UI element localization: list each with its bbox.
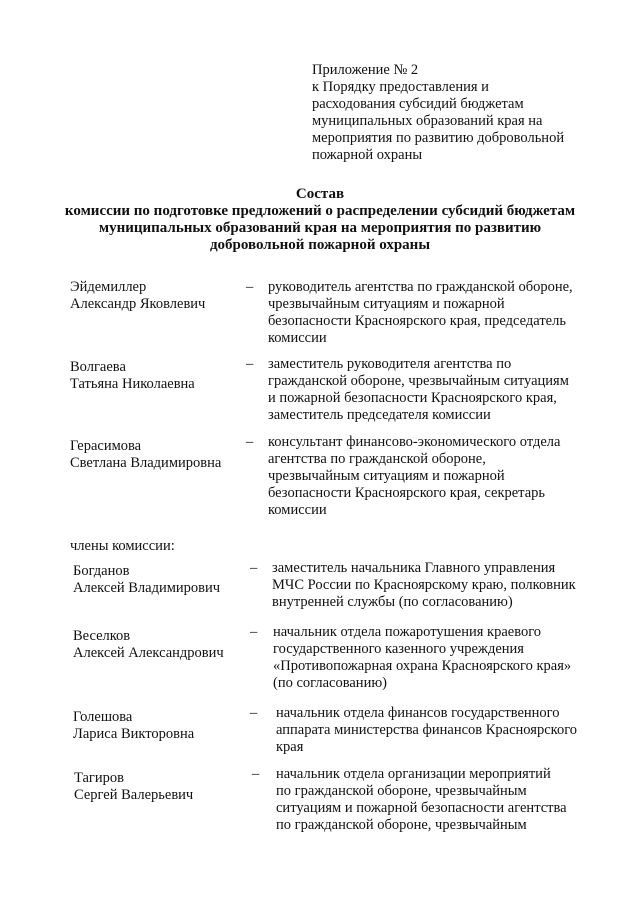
role-line: агентства по гражданской обороне, [268,451,486,467]
role-line: края [276,739,304,755]
member-given-names: Лариса Викторовна [73,726,195,742]
role-line: государственного казенного учреждения [273,641,524,657]
role-line: чрезвычайным ситуациям и пожарной [268,296,505,312]
role-line: заместитель руководителя агентства по [268,356,512,372]
dash-separator: – [250,624,258,640]
subtitle-line: комиссии по подготовке предложений о распределении субсидий бюджетам [64,203,576,219]
document-title: Состав [295,186,345,202]
role-line: ситуациям и пожарной безопасности агентства [276,800,567,816]
role-line: комиссии [268,502,327,518]
member-given-names: Сергей Валерьевич [74,787,194,803]
role-line: МЧС России по Красноярскому краю, полковник [272,577,576,593]
member-surname: Герасимова [70,438,142,454]
role-line: безопасности Красноярского края, секретарь [268,485,545,501]
appendix-line: пожарной охраны [312,147,423,163]
role-line: консультант финансово-экономического отдела [268,434,561,450]
role-line: комиссии [268,330,327,346]
role-line: начальник отдела финансов государственного [276,705,560,721]
dash-separator: – [250,560,258,576]
member-role [272,560,612,611]
dash-separator: – [252,766,260,782]
member-given-names: Алексей Владимирович [73,580,221,596]
dash-separator: – [246,434,254,450]
role-line: по гражданской обороне, чрезвычайным [276,783,527,799]
member-surname: Веселков [73,628,131,644]
member-role [276,766,616,834]
subtitle-line: муниципальных образований края на мероприятия по развитию [98,220,542,236]
members-label: члены комиссии: [70,538,175,554]
member-role [268,279,608,347]
member-name [74,770,249,804]
member-name [73,709,248,743]
appendix-line: мероприятия по развитию добровольной [312,130,565,146]
role-line: «Противопожарная охрана Красноярского края» [273,658,572,674]
member-surname: Голешова [73,709,133,725]
role-line: руководитель агентства по гражданской обороне, [268,279,573,295]
member-surname: Волгаева [70,359,126,375]
role-line: начальник отдела организации мероприятий [276,766,551,782]
role-line: по гражданской обороне, чрезвычайным [276,817,527,833]
document-subtitle [40,203,600,254]
member-name [73,628,248,662]
dash-separator: – [250,705,258,721]
member-given-names: Татьяна Николаевна [70,376,195,392]
appendix-line: муниципальных образований края на [312,113,543,129]
dash-separator: – [246,356,254,372]
role-line: начальник отдела пожаротушения краевого [273,624,542,640]
member-name [70,438,245,472]
member-name [70,279,245,313]
appendix-line: к Порядку предоставления и [312,79,489,95]
role-line: заместитель председателя комиссии [268,407,491,423]
member-name [73,563,248,597]
member-given-names: Светлана Владимировна [70,455,222,471]
member-surname: Богданов [73,563,130,579]
member-role [273,624,613,692]
dash-separator: – [246,279,254,295]
appendix-note [312,62,612,164]
member-surname: Эйдемиллер [70,279,147,295]
member-name [70,359,245,393]
member-given-names: Алексей Александрович [73,645,224,661]
role-line: аппарата министерства финансов Красноярского [276,722,578,738]
role-line: и пожарной безопасности Красноярского края, [268,390,557,406]
appendix-line: расходования субсидий бюджетам [312,96,524,112]
role-line: заместитель начальника Главного управления [272,560,556,576]
member-role [268,356,608,424]
role-line: безопасности Красноярского края, председатель [268,313,566,329]
member-role [268,434,608,519]
member-given-names: Александр Яковлевич [70,296,206,312]
member-role [276,705,616,756]
role-line: (по согласованию) [273,675,387,691]
role-line: чрезвычайным ситуациям и пожарной [268,468,505,484]
member-surname: Тагиров [74,770,124,786]
role-line: внутренней службы (по согласованию) [272,594,513,610]
subtitle-line: добровольной пожарной охраны [209,237,431,253]
role-line: гражданской обороне, чрезвычайным ситуациям [268,373,569,389]
appendix-line: Приложение № 2 [312,62,419,78]
